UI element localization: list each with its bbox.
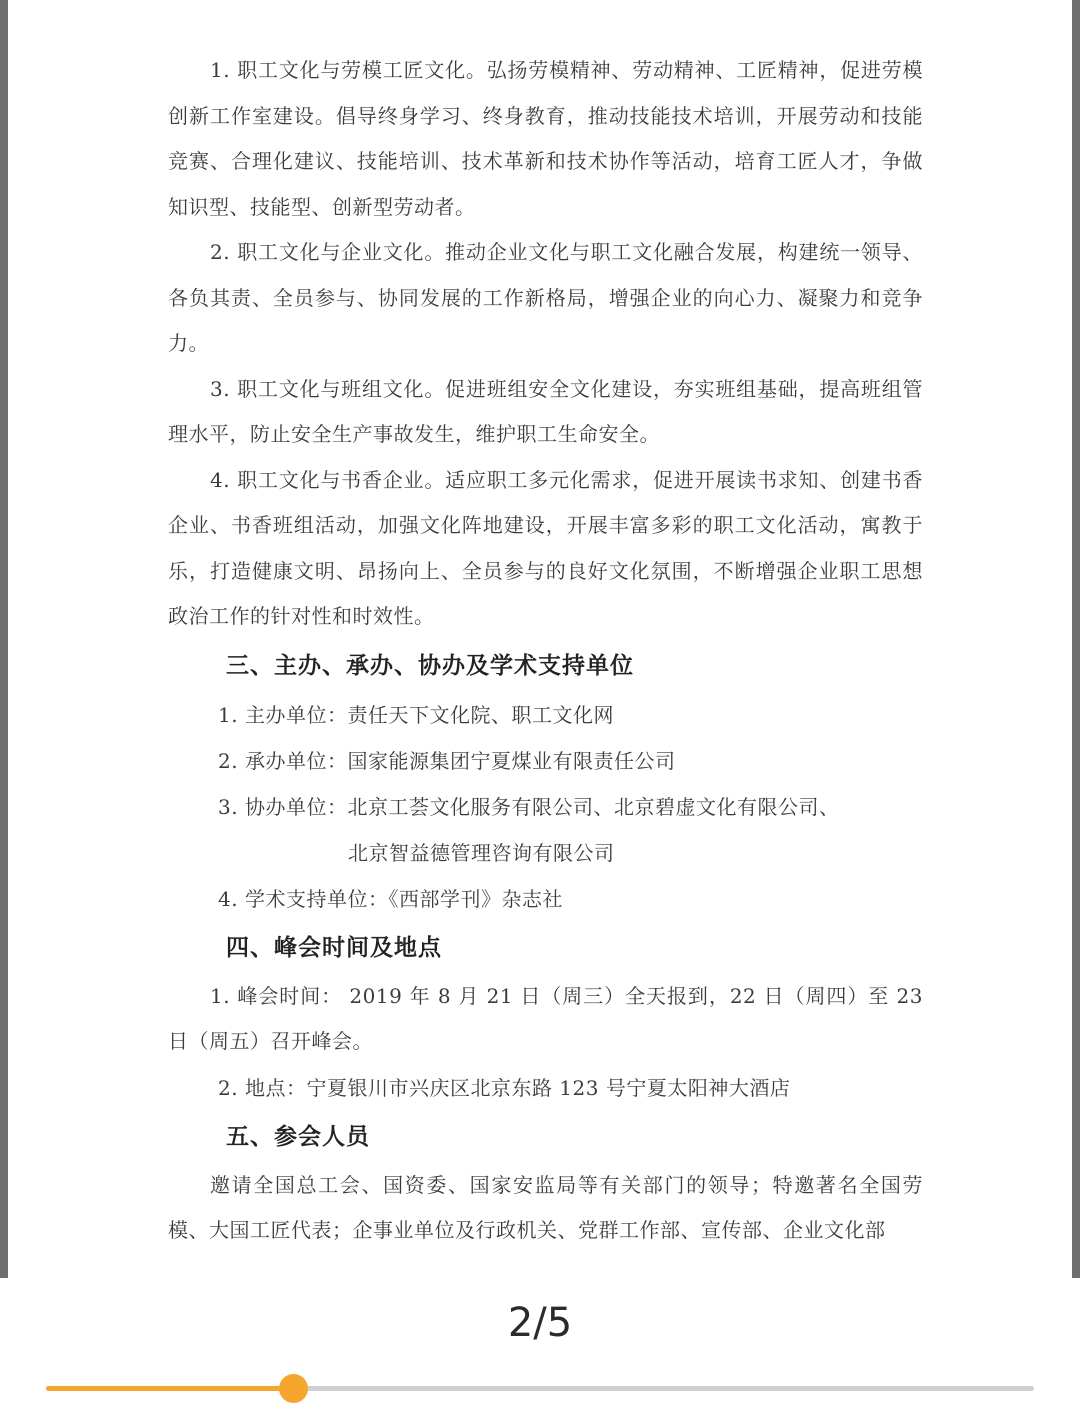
paragraph-enterprise-culture: 2. 职工文化与企业文化。推动企业文化与职工文化融合发展，构建统一领导、各负其责、全员参与、协同发展的工作新格局，增强企业的向心力、凝聚力和竞争力。: [168, 240, 923, 355]
page-slider-thumb[interactable]: [279, 1374, 308, 1403]
paragraph-team-culture: 3. 职工文化与班组文化。促进班组安全文化建设，夯实班组基础，提高班组管理水平，防止安全生产事故发生，维护职工生命安全。: [168, 376, 923, 446]
section-heading-organizers: 三、主办、承办、协办及学术支持单位: [226, 652, 634, 679]
coorganizer-line-1: 3. 协办单位：北京工荟文化服务有限公司、北京碧虚文化有限公司、: [218, 794, 840, 819]
page-slider-progress: [46, 1386, 293, 1391]
document-page: [8, 0, 1072, 1278]
page-indicator: 2/5: [507, 1300, 573, 1346]
section-heading-time-place: 四、峰会时间及地点: [226, 934, 442, 961]
page-slider[interactable]: [46, 1386, 1034, 1391]
summit-time: 1. 峰会时间： 2019 年 8 月 21 日（周三）全天报到，22 日（周四）至 23 日（周五）召开峰会。: [168, 983, 923, 1053]
attendees-paragraph: 邀请全国总工会、国资委、国家安监局等有关部门的领导；特邀著名全国劳模、大国工匠代表；企事业单位及行政机关、党群工作部、宣传部、企业文化部: [168, 1172, 923, 1242]
page-content: [168, 48, 923, 1254]
paragraph-labor-model-culture: 1. 职工文化与劳模工匠文化。弘扬劳模精神、劳动精神、工匠精神，促进劳模创新工作室建设。倡导终身学习、终身教育，推动技能技术培训，开展劳动和技能竞赛、合理化建议、技能培训、技术革新和技术协作等活动，培育工匠人才，争做知识型、技能型、创新型劳动者。: [168, 58, 923, 219]
section-heading-attendees: 五、参会人员: [226, 1123, 370, 1150]
paragraph-scholarly-enterprise: 4. 职工文化与书香企业。适应职工多元化需求，促进开展读书求知、创建书香企业、书香班组活动，加强文化阵地建设，开展丰富多彩的职工文化活动，寓教于乐，打造健康文明、昂扬向上、全员参与的良好文化氛围，不断增强企业职工思想政治工作的针对性和时效性。: [168, 467, 923, 628]
coorganizer-line-2: 北京智益德管理咨询有限公司: [348, 840, 615, 865]
organizer-coorganizer: [218, 784, 923, 876]
organizer-undertaker: 2. 承办单位：国家能源集团宁夏煤业有限责任公司: [218, 748, 676, 773]
summit-place: 2. 地点：宁夏银川市兴庆区北京东路 123 号宁夏太阳神大酒店: [218, 1075, 791, 1100]
viewer-footer: [0, 1278, 1080, 1415]
organizer-academic-support: 4. 学术支持单位：《西部学刊》杂志社: [218, 886, 563, 911]
organizer-host: 1. 主办单位：责任天下文化院、职工文化网: [218, 702, 614, 727]
